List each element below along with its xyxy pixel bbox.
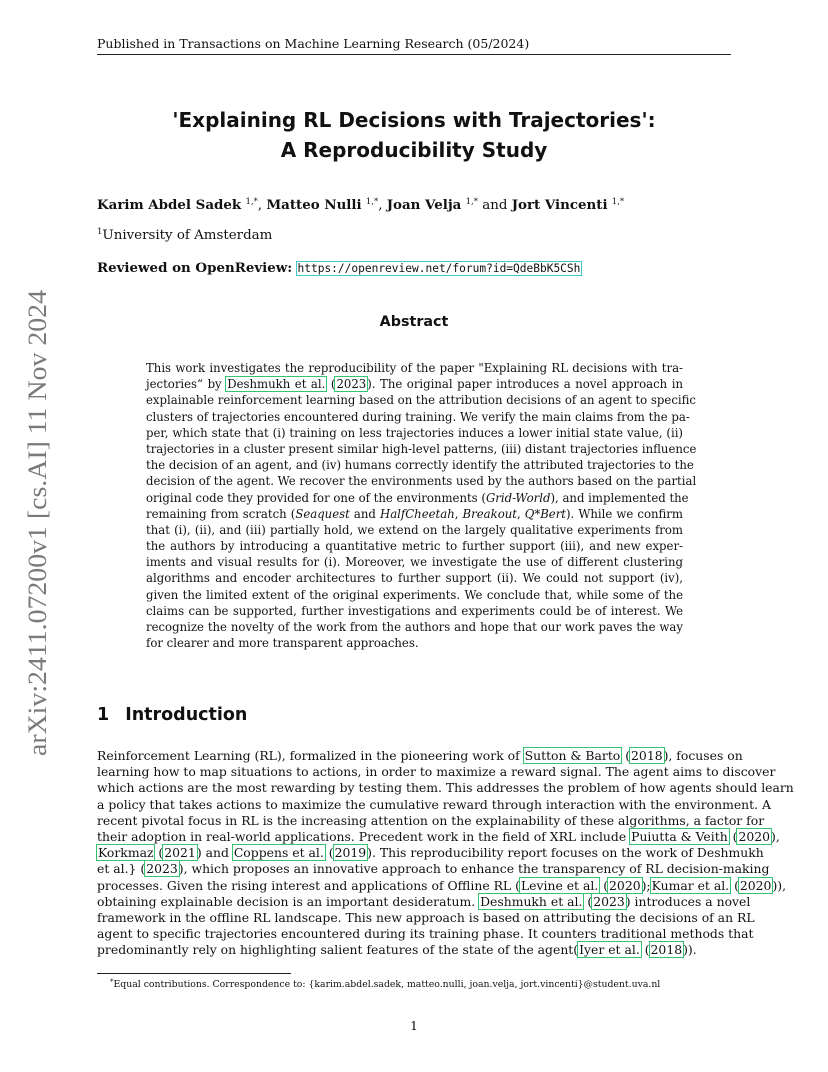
citation-link[interactable]: 2019 <box>334 845 367 861</box>
abstract-line: per, which state that (i) training on less trajectories induces a lower initial state value, (ii) <box>146 425 683 440</box>
author-mark: 1,* <box>611 197 625 207</box>
section-number: 1 <box>97 705 110 725</box>
abstract-body <box>146 360 697 651</box>
citation-link[interactable]: Sutton & Barto <box>524 748 621 763</box>
introduction-line: predominantly rely on highlighting salient features of the state of the agent(Iyer et al. (2018)). <box>97 942 697 958</box>
abstract-line: clusters of trajectories encountered during training. We verify the main claims from the pa- <box>146 409 690 424</box>
footnote-mark: * <box>110 978 114 986</box>
introduction-line: their adoption in real-world applications. Precedent work in the field of XRL include Puiutta & Veith (2020), <box>97 828 780 844</box>
footnote-rule <box>97 973 291 974</box>
review-label: Reviewed on OpenReview: <box>97 260 293 276</box>
introduction-line: Korkmaz (2021) and Coppens et al. (2019). This reproducibility report focuses on the work of Deshmukh <box>98 845 764 861</box>
abstract-line: that (i), (ii), and (iii) partially hold, we extend on the largely qualitative experiments from <box>146 522 683 537</box>
abstract-heading: Abstract <box>379 314 449 330</box>
introduction-line: a policy that takes actions to maximize the cumulative reward through interaction with the environment. A <box>97 796 771 812</box>
citation-link[interactable]: Levine et al. <box>520 877 599 893</box>
abstract-line: the decision of an agent, and (iv) humans correctly identify the attributed trajectories to the <box>146 458 694 473</box>
citation-link[interactable]: Kumar et al. <box>651 877 730 893</box>
abstract-line: explainable reinforcement learning based on the attribution decisions of an agent to specific <box>146 393 696 408</box>
affiliation-mark: 1 <box>97 227 103 237</box>
introduction-line: learning how to map situations to actions, in order to maximize a reward signal. The agent aims to discover <box>97 764 776 780</box>
affiliation <box>97 227 272 243</box>
author-name: Matteo Nulli <box>266 197 362 213</box>
abstract-line: trajectories in a cluster present similar high-level patterns, (iii) distant trajectories influence <box>146 441 697 456</box>
author-separator: , <box>378 198 387 213</box>
italic-term: HalfCheetah <box>380 506 455 521</box>
abstract-line: decision of the agent. We recover the environments used by the authors based on the partial <box>146 474 697 489</box>
abstract-line: the authors by introducing a quantitative metric to further support (iii), and new exper- <box>146 539 683 554</box>
section-heading <box>97 705 247 725</box>
abstract-line: for clearer and more transparent approaches. <box>146 636 419 651</box>
author-name: Karim Abdel Sadek <box>97 197 242 213</box>
affiliation-text: University of Amsterdam <box>102 228 273 243</box>
author-list <box>97 197 624 213</box>
author-separator: and <box>478 198 512 213</box>
citation-link[interactable]: 2018 <box>631 748 663 763</box>
review-line <box>97 260 581 276</box>
arxiv-stamp[interactable] <box>14 288 56 758</box>
abstract-line: claims can be supported, further investigations and experiments could be of interest. We <box>146 603 683 618</box>
openreview-link[interactable]: https://openreview.net/forum?id=QdeBbK5CSh <box>297 262 581 275</box>
abstract-line: remaining from scratch (Seaquest and HalfCheetah, Breakout, Q*Bert). While we confirm <box>146 506 683 521</box>
introduction-line: recent pivotal focus in RL is the increasing attention on the explainability of these algorithms, a factor for <box>97 812 765 828</box>
abstract-line: algorithms and encoder architectures to further support (ii). We could not support (iv), <box>146 571 683 586</box>
footnote-text: Equal contributions. Correspondence to: {karim.abdel.sadek, matteo.nulli, joan.velja, jort.vincenti}@student.uva.nl <box>113 979 661 990</box>
italic-term: Grid-World <box>485 490 551 505</box>
abstract-line: original code they provided for one of the environments (Grid-World), and implemented the <box>146 490 689 505</box>
italic-term: Breakout <box>462 506 517 521</box>
introduction-line: processes. Given the rising interest and applications of Offline RL (Levine et al. (2020);Kumar et al. (2020)), <box>97 877 787 893</box>
page-number: 1 <box>410 1018 418 1033</box>
italic-term: Seaquest <box>295 506 350 521</box>
introduction-line: agent to specific trajectories encountered during its training phase. It counters traditional methods that <box>97 926 754 942</box>
citation-link[interactable]: 2023 <box>146 861 178 877</box>
citation-link[interactable]: Iyer et al. <box>579 942 640 958</box>
author-mark: 1,* <box>365 197 379 207</box>
citation-link[interactable]: 2018 <box>650 942 683 958</box>
italic-term: Q*Bert <box>524 506 566 521</box>
abstract-line: iments and visual results for (i). Moreover, we investigate the use of different clustering <box>146 555 683 570</box>
citation-link[interactable]: Deshmukh et al. <box>227 377 326 392</box>
citation-link[interactable]: 2020 <box>739 877 772 893</box>
citation-link[interactable]: Korkmaz <box>98 845 154 861</box>
abstract-line: recognize the novelty of the work from the authors and hope that our work paves the way <box>146 620 683 634</box>
citation-link[interactable]: 2020 <box>738 828 771 844</box>
abstract-line: jectories“ by Deshmukh et al. (2023). The original paper introduces a novel approach in <box>146 377 683 392</box>
citation-link[interactable]: Coppens et al. <box>233 845 324 861</box>
citation-link[interactable]: 2023 <box>593 893 625 909</box>
introduction-line: framework in the offline RL landscape. This new approach is based on attributing the decisions of an RL <box>97 909 755 925</box>
author-name: Joan Velja <box>386 197 462 213</box>
author-name: Jort Vincenti <box>511 197 608 213</box>
author-mark: 1,* <box>245 197 258 207</box>
introduction-body <box>97 748 794 958</box>
citation-link[interactable]: 2020 <box>609 877 641 893</box>
abstract-line: given the limited extent of the original experiments. We conclude that, while some of the <box>146 587 683 602</box>
citation-link[interactable]: 2021 <box>164 845 196 861</box>
introduction-line: which actions are the most rewarding by testing them. This addresses the problem of how agents should learn <box>97 780 794 796</box>
running-header: Published in Transactions on Machine Learning Research (05/2024) <box>97 36 731 55</box>
introduction-line: Reinforcement Learning (RL), formalized in the pioneering work of Sutton & Barto (2018), focuses on <box>97 748 743 763</box>
footnote <box>110 978 660 990</box>
abstract-line: This work investigates the reproducibility of the paper "Explaining RL decisions with tra- <box>146 361 683 375</box>
citation-link[interactable]: Puiutta & Veith <box>631 828 728 844</box>
introduction-line: et al.} (2023), which proposes an innovative approach to enhance the transparency of RL decision-making <box>97 861 770 877</box>
citation-link[interactable]: Deshmukh et al. <box>480 893 583 909</box>
section-title: Introduction <box>125 705 248 725</box>
paper-title-line-1: 'Explaining RL Decisions with Trajectories': <box>172 108 656 132</box>
author-mark: 1,* <box>465 197 478 207</box>
citation-link[interactable]: 2023 <box>336 377 367 392</box>
author-separator: , <box>257 198 267 213</box>
paper-title-line-2: A Reproducibility Study <box>280 138 548 162</box>
arxiv-stamp-text: arXiv:2411.07200v1 [cs.AI] 11 Nov 2024 <box>23 320 52 756</box>
introduction-line: obtaining explainable decision is an important desideratum. Deshmukh et al. (2023) introduces a novel <box>97 893 751 909</box>
